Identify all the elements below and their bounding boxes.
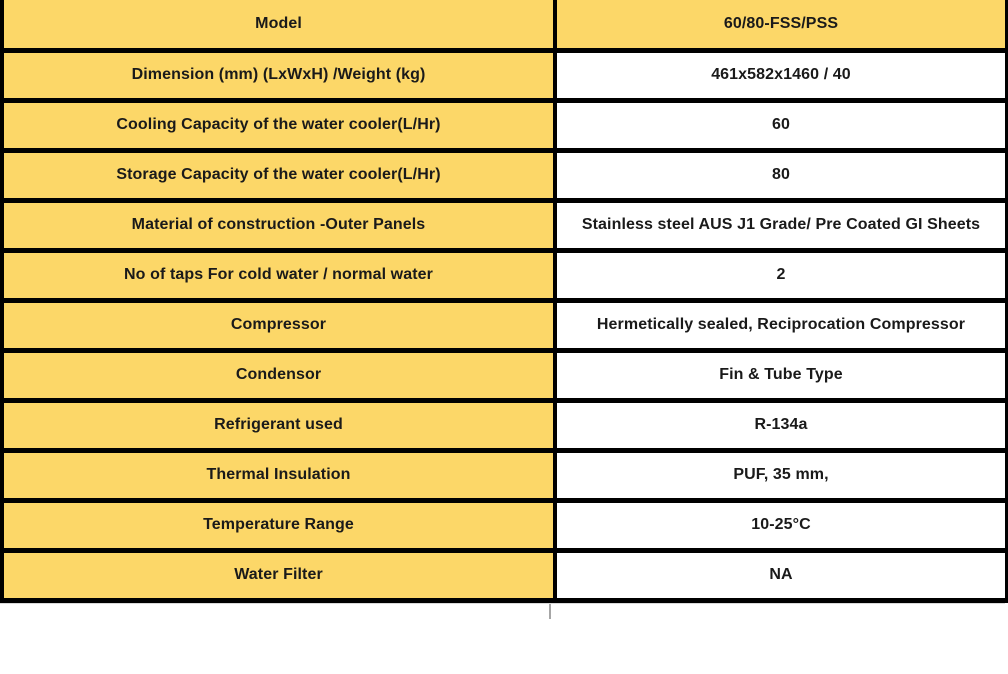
table-row-taps	[2, 250, 1007, 300]
table-row-water-filter	[2, 550, 1007, 600]
spec-value: R-134a	[555, 400, 1007, 450]
spec-value: 60/80-FSS/PSS	[555, 0, 1007, 50]
table-row-temperature	[2, 500, 1007, 550]
spec-label: Condensor	[2, 350, 555, 400]
spec-label: Temperature Range	[2, 500, 555, 550]
spec-label: Thermal Insulation	[2, 450, 555, 500]
table-row-cooling-capacity	[2, 100, 1007, 150]
spec-value: Stainless steel AUS J1 Grade/ Pre Coated GI Sheets	[555, 200, 1007, 250]
spec-value: NA	[555, 550, 1007, 600]
spec-value: PUF, 35 mm,	[555, 450, 1007, 500]
table-row-condensor	[2, 350, 1007, 400]
table-row-refrigerant	[2, 400, 1007, 450]
column-divider	[549, 604, 551, 619]
table-row-insulation	[2, 450, 1007, 500]
table-row-dimension	[2, 50, 1007, 100]
spec-label: Dimension (mm) (LxWxH) /Weight (kg)	[2, 50, 555, 100]
cutoff-next-row	[0, 603, 1005, 618]
table-row-storage-capacity	[2, 150, 1007, 200]
spec-value: 80	[555, 150, 1007, 200]
spec-value: 461x582x1460 / 40	[555, 50, 1007, 100]
spec-label: No of taps For cold water / normal water	[2, 250, 555, 300]
table-row-compressor	[2, 300, 1007, 350]
spec-label: Compressor	[2, 300, 555, 350]
table-row-model	[2, 0, 1007, 50]
spec-value: 10-25°C	[555, 500, 1007, 550]
spec-label: Material of construction -Outer Panels	[2, 200, 555, 250]
spec-value: 60	[555, 100, 1007, 150]
table-row-material	[2, 200, 1007, 250]
spec-label: Refrigerant used	[2, 400, 555, 450]
spec-value: Hermetically sealed, Reciprocation Compressor	[555, 300, 1007, 350]
spec-label: Storage Capacity of the water cooler(L/Hr)	[2, 150, 555, 200]
spec-value: 2	[555, 250, 1007, 300]
spec-label: Model	[2, 0, 555, 50]
spec-label: Cooling Capacity of the water cooler(L/Hr)	[2, 100, 555, 150]
spec-value: Fin & Tube Type	[555, 350, 1007, 400]
spec-label: Water Filter	[2, 550, 555, 600]
